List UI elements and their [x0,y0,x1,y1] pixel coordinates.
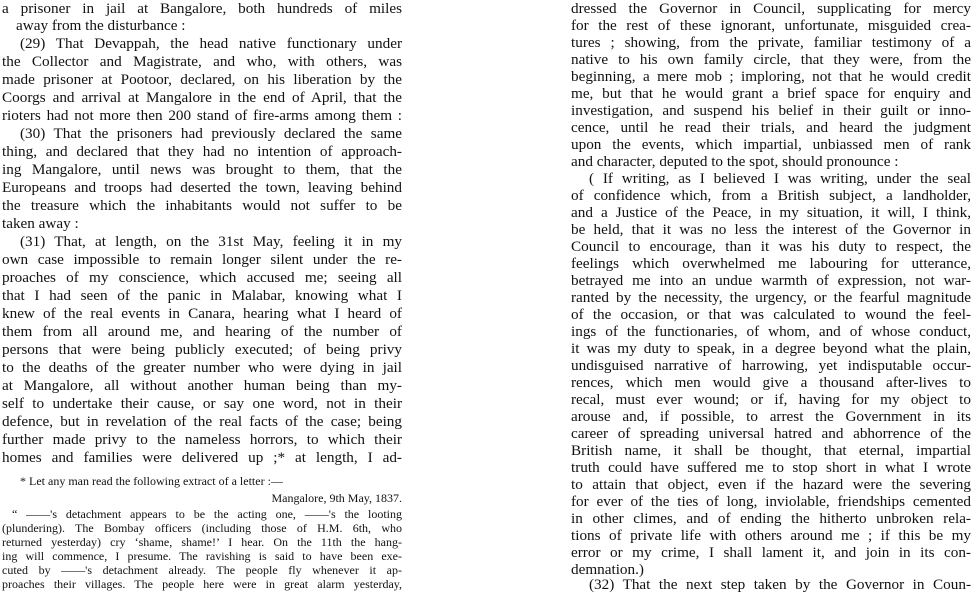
text-line: upon the events, which impartial, unbiassed men of rank [571,136,971,153]
text-line: a prisoner in jail at Bangalore, both hundreds of miles [2,0,402,17]
text-line: persons that were being publicly executed; of being privy [2,341,402,358]
text-line: ings of the functionaries, of whom, and of whose conduct, [571,323,971,340]
text-line: for ever of the ties of long, inviolable, friendships cemented [571,493,971,510]
footnote-line: returned yesterday) cry ‘shame, shame!’ I hear. On the 11th the hang- [2,535,402,549]
text-line: betrayed me into an undue warmth of expression, not war- [571,272,971,289]
text-line: arouse and, if possible, to arrest the Government in its [571,408,971,425]
text-line: demnation.) [571,561,644,578]
text-line: homes and families were delivered up ;* at length, I ad- [2,449,402,466]
text-line: tions of private life with others around me ; if this be my [571,527,971,544]
text-line: taken away : [2,215,79,232]
footnote-line: “ ——'s detachment appears to be the acting one, ——'s the looting [12,507,402,521]
text-line: (32) That the next step taken by the Governor in Coun- [589,576,971,593]
text-line: beginning, a mere mob ; imploring, not that he would credit [571,68,971,85]
text-line: the Collector and Magistrate, and who, with others, was [2,53,402,70]
text-line: British name, it shall be thought, that eternal, impartial [571,442,971,459]
text-line: own case impossible to remain longer silent under the re- [2,251,402,268]
text-line: me, but that he would grant a brief space for enquiry and [571,85,971,102]
text-line: defence, but in revelation of the real facts of the case; being [2,413,402,430]
text-line: be held, that it was no less the interest of the Governor in [571,221,971,238]
footnote-line: proaches their villages. The people here were in great alarm yesterday, [2,577,402,591]
text-line: ( If writing, as I believed I was writing, under the seal [589,170,971,187]
text-line: at Mangalore, all without another human being than my- [2,377,402,394]
footnote-dateline: Mangalore, 9th May, 1837. [271,491,402,505]
text-line: career of spreading universal hatred and abhorrence of the [571,425,971,442]
footnote-line: * Let any man read the following extract of a letter :— [20,474,283,488]
text-line: rences, which men would give a thousand after-lives to [571,374,971,391]
text-line: investigation, and suspend his belief in their guilt or inno- [571,102,971,119]
text-line: (29) That Devappah, the head native functionary under [20,35,402,52]
text-line: self to undertake their cause, or say one word, not in their [2,395,402,412]
text-line: undisguised narrative of harrowing, yet indisputable occur- [571,357,971,374]
text-line: Coorgs and arrival at Mangalore in the end of April, that the [2,89,402,106]
text-line: and a Justice of the Peace, in my situation, it will, I think, [571,204,971,221]
text-line: to attain that object, even if the hazard were the severing [571,476,971,493]
text-line: away from the disturbance : [16,17,186,34]
text-line: Europeans and troops had deserted the town, leaving behind [2,179,402,196]
text-line: proaches of my conscience, which accused me; seeing all [2,269,402,286]
text-line: thing, and declared that they had no intention of approach- [2,143,402,160]
text-line: recal, must ever wound; or if, having for my object to [571,391,971,408]
text-line: Council to encourage, than it was his duty to respect, the [571,238,971,255]
footnote-line: cuted by ——'s detachment already. The people fly whenever it ap- [2,563,402,577]
text-line: (31) That, at length, on the 31st May, feeling it in my [20,233,402,250]
text-line: native to his own family circle, that they were, from the [571,51,971,68]
footnote-line: (plundering). The Bombay officers (including those of H.M. 6th, who [2,521,402,535]
text-line: knew of the real events in Canara, hearing what I heard of [2,305,402,322]
text-line: of confidence which, from a British subject, a landholder, [571,187,971,204]
text-line: for the rest of these ignorant, unfortunate, misguided crea- [571,17,971,34]
text-line: the treasure which the inhabitants would not suffer to be [2,197,402,214]
text-line: them from all around me, and hearing of the number of [2,323,402,340]
footnote-line: ing will commence, I presume. The ravishing is said to have been exe- [2,549,402,563]
text-line: (30) That the prisoners had previously declared the same [20,125,402,142]
text-line: further made privy to the nameless horrors, to which their [2,431,402,448]
text-line: and character, deputed to the spot, should pronounce : [571,153,899,170]
text-line: made prisoner at Pootoor, declared, on his liberation by the [2,71,402,88]
text-line: in other climes, and of ending the hitherto unbroken rela- [571,510,971,527]
text-line: rioters had not more then 200 stand of fire-arms among them : [2,107,402,124]
text-line: dressed the Governor in Council, supplicating for mercy [571,0,971,17]
text-line: ranted by the necessity, the urgency, or the fearful magnitude [571,289,971,306]
text-line: feelings which overwhelmed me labouring for utterance, [571,255,971,272]
text-line: that I had seen of the panic in Malabar, knowing what I [2,287,402,304]
text-line: ing Mangalore, until news was brought to them, that the [2,161,402,178]
text-line: cence, until he read their trials, and heard the judgment [571,119,971,136]
text-line: truth could have suffered me to stop short in what I wrote [571,459,971,476]
text-line: tures ; showing, from the private, familiar testimony of a [571,34,971,51]
text-line: error or my crime, I shall lament it, and join in its con- [571,544,971,561]
text-line: it was my duty to speak, in a degree beyond what the plain, [571,340,971,357]
text-line: to the deaths of the greater number who were dying in jail [2,359,402,376]
text-line: of the occasion, or that was calculated to wound the feel- [571,306,971,323]
